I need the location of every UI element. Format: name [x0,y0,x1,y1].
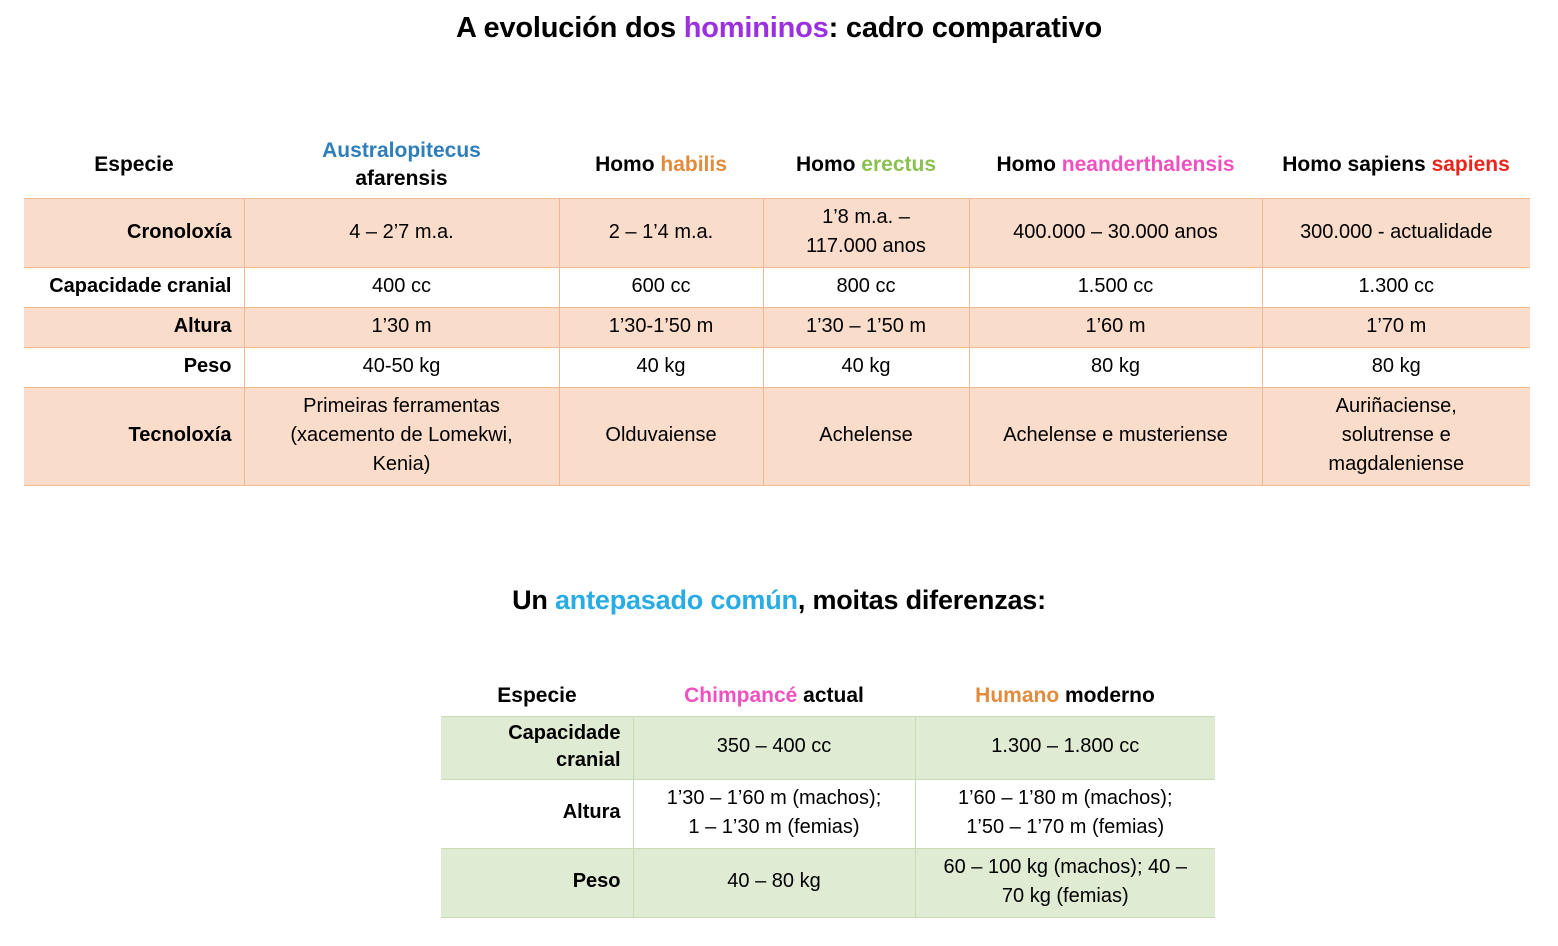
cell-content [1271,312,1523,341]
row-label-peso: Peso [24,348,244,388]
cell-content [978,218,1254,247]
page-title [0,12,1558,45]
cell-content [1271,352,1523,381]
cell-line: 400 cc [372,275,431,298]
cell-line: Altura [562,801,621,824]
cell-line: 1 – 1’30 m (femias) [688,815,860,838]
hominins-header-row [24,133,1530,199]
cell-line: (xacemento de Lomekwi, [290,424,513,447]
row-label-peso [441,848,633,917]
cell-content [978,312,1254,341]
table-cell [969,199,1262,268]
cell-line: 1’60 m [1085,315,1146,338]
cell-content [568,352,755,381]
table-cell [915,779,1215,848]
header-australopitecus-genus: Australopitecus [322,139,481,162]
compare-header-chimpance-qualifier: actual [797,684,864,707]
cell-content [642,784,907,842]
table-row [441,779,1215,848]
table-cell [244,308,559,348]
cell-content [924,784,1208,842]
table-cell [1262,308,1530,348]
cell-line: 4 – 2’7 m.a. [349,220,454,243]
cell-content [1271,392,1523,479]
table-cell [969,268,1262,308]
cell-line: 40 kg [841,355,891,378]
cell-line: 40-50 kg [362,355,441,378]
compare-table-body [441,716,1215,917]
cell-content [978,272,1254,301]
header-homo-sapiens-sapiens [1262,133,1530,199]
header-especie [24,133,244,199]
cell-line: 300.000 - actualidade [1300,220,1493,243]
row-label-content [447,720,621,774]
header-homo-neanderthalensis [969,133,1262,199]
cell-line: 117.000 anos [806,235,926,258]
table-cell [633,716,915,779]
cell-content [253,392,551,479]
cell-line: 1.500 cc [1077,275,1154,298]
row-label-altura [441,779,633,848]
table-row [24,348,1530,388]
cell-content [1271,218,1523,247]
cell-line: 80 kg [1371,355,1421,378]
cell-line: cranial [556,748,621,771]
cell-line: 400.000 – 30.000 anos [1013,220,1218,243]
table-cell [1262,388,1530,486]
table-cell [244,199,559,268]
compare-header-humano-name: Humano [975,684,1060,707]
cell-line: Auriñaciense, [1335,395,1457,418]
cell-line: Achelense e musteriense [1003,424,1228,447]
cell-line: 1.300 cc [1358,275,1435,298]
cell-content [568,218,755,247]
cell-content [772,272,961,301]
compare-header-especie-label: Especie [497,684,577,707]
table-cell [559,348,763,388]
table-row [441,716,1215,779]
row-label-content [447,799,621,826]
table-cell [633,848,915,917]
table-cell [1262,268,1530,308]
hominins-table-header [24,133,1530,199]
table-row [441,848,1215,917]
cell-content [772,203,961,261]
header-neanderthalensis-genus: Homo [996,152,1062,176]
cell-line: 1’30 – 1’60 m (machos); [666,786,882,809]
table-cell [969,348,1262,388]
cell-line: 1.300 – 1.800 cc [991,735,1140,758]
cell-content [772,312,961,341]
cell-content [568,421,755,450]
row-label-content [447,868,621,895]
cell-line: 1’8 m.a. – [822,206,910,229]
cell-line: 2 – 1’4 m.a. [608,220,714,243]
cell-content [642,732,907,761]
cell-line: 1’70 m [1366,315,1427,338]
cell-line: 1’30 – 1’50 m [805,315,927,338]
header-especie-label: Especie [94,152,174,176]
table-cell [633,779,915,848]
cell-content [568,312,755,341]
header-habilis-species: habilis [660,152,727,176]
table-cell [1262,199,1530,268]
table-cell [559,199,763,268]
cell-content [253,352,551,381]
cell-line: Kenia) [372,453,431,476]
cell-line: 1’60 – 1’80 m (machos); [957,786,1173,809]
table-row [24,199,1530,268]
table-cell [763,388,969,486]
row-label-cronoloxía: Cronoloxía [24,199,244,268]
header-habilis-genus: Homo [595,152,661,176]
table-row [24,388,1530,486]
cell-line: 80 kg [1091,355,1140,378]
cell-line: Achelense [819,424,913,447]
section-title-part1: Un [512,585,555,615]
table-cell [244,388,559,486]
compare-header-chimpance [633,678,915,716]
compare-table-header [441,678,1215,716]
cell-line: 800 cc [836,275,896,298]
compare-header-humano [915,678,1215,716]
section-title-highlight: antepasado común [554,585,798,615]
cell-line: solutrense e [1341,424,1451,447]
table-cell [969,308,1262,348]
cell-content [253,218,551,247]
table-cell [763,199,969,268]
cell-line: Peso [572,870,621,893]
header-sapiens-subspecies: sapiens [1431,152,1510,176]
cell-line: 40 – 80 kg [727,870,821,893]
cell-line: 350 – 400 cc [716,735,832,758]
compare-header-row [441,678,1215,716]
header-erectus-species: erectus [861,152,937,176]
row-label-capacidade-cranial: Capacidade cranial [24,268,244,308]
cell-line: Capacidade [508,721,621,744]
hominins-comparison-table [24,133,1530,486]
compare-header-chimpance-name: Chimpancé [684,684,798,707]
header-australopitecus-afarensis [244,133,559,199]
cell-content [772,421,961,450]
cell-content [642,867,907,896]
table-cell [763,348,969,388]
table-cell [1262,348,1530,388]
table-cell [763,308,969,348]
table-cell [763,268,969,308]
table-cell [244,348,559,388]
table-cell [244,268,559,308]
cell-line: 70 kg (femias) [1001,884,1129,907]
cell-content [568,272,755,301]
table-row [24,268,1530,308]
cell-content [924,853,1208,911]
cell-line: 1’50 – 1’70 m (femias) [966,815,1165,838]
table-cell [559,388,763,486]
section-title-part2: , moitas diferenzas: [797,585,1046,615]
page-title-highlight: homininos [683,12,829,44]
cell-content [772,352,961,381]
header-australopitecus-species: afarensis [355,166,448,190]
page-title-part1: A evolución dos [456,12,684,44]
compare-header-especie [441,678,633,716]
cell-line: Olduvaiense [605,424,717,447]
row-label-altura: Altura [24,308,244,348]
section-title-ancestor [0,585,1558,616]
cell-content [253,272,551,301]
page-title-part2: : cadro comparativo [828,12,1102,44]
cell-line: 60 – 100 kg (machos); 40 – [943,855,1187,878]
header-erectus-genus: Homo [795,152,862,176]
compare-header-humano-qualifier: moderno [1059,684,1155,707]
cell-line: 40 kg [636,355,686,378]
chimp-human-comparison-table [441,678,1215,918]
table-cell [915,848,1215,917]
table-row [24,308,1530,348]
table-cell [559,268,763,308]
table-cell [969,388,1262,486]
header-sapiens-genus: Homo sapiens [1282,152,1432,176]
cell-line: Primeiras ferramentas [303,395,500,418]
cell-content [253,312,551,341]
hominins-table-body [24,199,1530,486]
table-cell [559,308,763,348]
cell-content [924,732,1208,761]
table-cell [915,716,1215,779]
cell-content [1271,272,1523,301]
header-neanderthalensis-species: neanderthalensis [1061,152,1235,176]
header-homo-erectus [763,133,969,199]
cell-content [978,352,1254,381]
cell-line: magdaleniense [1328,453,1465,476]
cell-line: 1’30 m [371,315,432,338]
row-label-capacidade-cranial [441,716,633,779]
cell-content [978,421,1254,450]
cell-line: 1’30-1’50 m [608,315,714,338]
cell-line: 600 cc [631,275,691,298]
header-homo-habilis [559,133,763,199]
row-label-tecnoloxía: Tecnoloxía [24,388,244,486]
